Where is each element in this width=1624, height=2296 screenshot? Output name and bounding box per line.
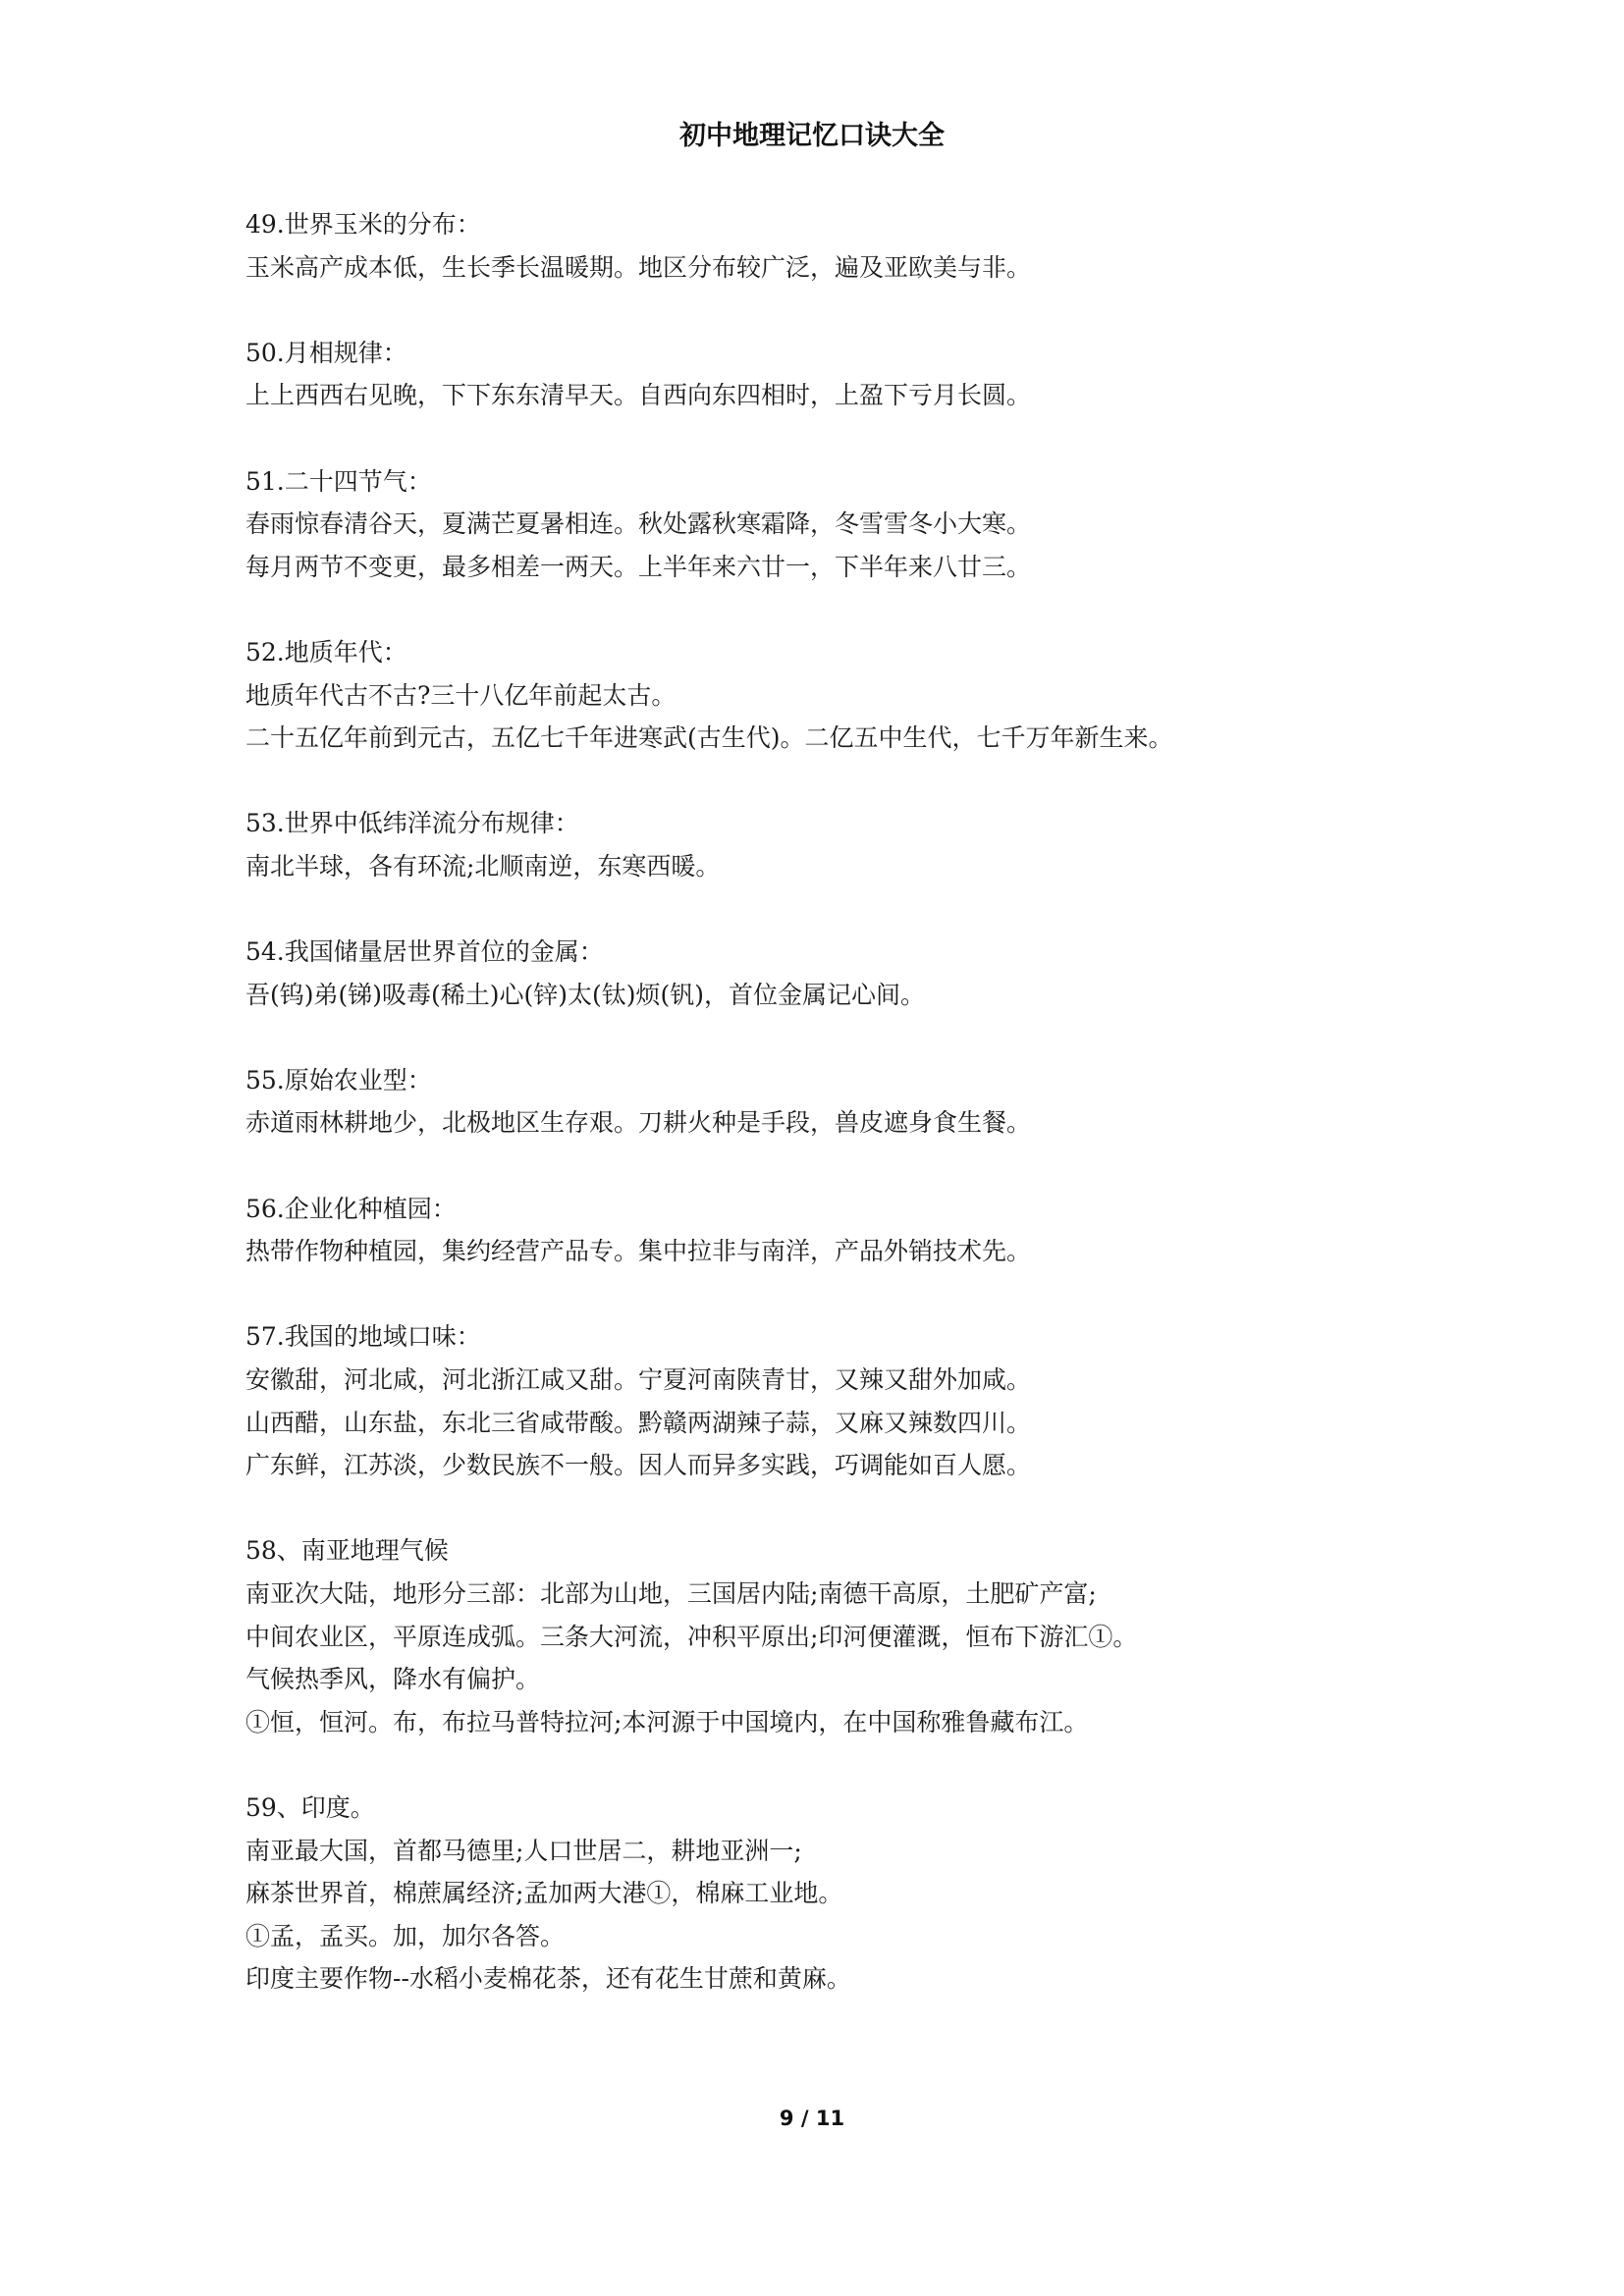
section-line: 南亚次大陆，地形分三部：北部为山地，三国居内陆;南德干高原，土肥矿产富; <box>245 1579 1097 1608</box>
section-49 <box>245 203 1424 289</box>
section-heading: 57.我国的地域口味： <box>245 1322 481 1352</box>
section-line: 山西醋，山东盐，东北三省咸带酸。黔赣两湖辣子蒜，又麻又辣数四川。 <box>245 1408 1032 1437</box>
section-line: ①孟，孟买。加，加尔各答。 <box>245 1921 566 1950</box>
section-line: 广东鲜，江苏淡，少数民族不一般。因人而异多实践，巧调能如百人愿。 <box>245 1451 1032 1480</box>
section-heading: 58、南亚地理气候 <box>245 1536 449 1566</box>
section-heading: 53.世界中低纬洋流分布规律： <box>245 809 579 838</box>
section-52 <box>245 631 1424 760</box>
section-line: 印度主要作物--水稻小麦棉花茶，还有花生甘蔗和黄麻。 <box>245 1964 851 1994</box>
section-heading: 49.世界玉米的分布： <box>245 210 481 239</box>
section-line: 地质年代古不古?三十八亿年前起太古。 <box>245 680 677 710</box>
section-line: 气候热季风，降水有偏护。 <box>245 1665 541 1694</box>
section-heading: 50.月相规律： <box>245 338 407 367</box>
section-line: 安徽甜，河北咸，河北浙江咸又甜。宁夏河南陕青甘，又辣又甜外加咸。 <box>245 1365 1032 1395</box>
section-58 <box>245 1529 1424 1743</box>
section-line: 赤道雨林耕地少，北极地区生存艰。刀耕火种是手段，兽皮遮身食生餐。 <box>245 1108 1032 1138</box>
section-heading: 55.原始农业型： <box>245 1065 432 1095</box>
section-heading: 52.地质年代： <box>245 637 407 667</box>
section-line: 上上西西右见晚，下下东东清早天。自西向东四相时，上盈下亏月长圆。 <box>245 381 1032 410</box>
section-line: 南北半球，各有环流;北顺南逆，东寒西暖。 <box>245 851 721 881</box>
section-56 <box>245 1188 1424 1273</box>
section-heading: 51.二十四节气： <box>245 466 432 496</box>
section-line: 中间农业区，平原连成弧。三条大河流，冲积平原出;印河便灌溉，恒布下游汇①。 <box>245 1622 1138 1651</box>
section-50 <box>245 332 1424 417</box>
section-heading: 59、印度。 <box>245 1792 375 1822</box>
section-line: 吾(钨)弟(锑)吸毒(稀土)心(锌)太(钛)烦(钒)，首位金属记心间。 <box>245 980 926 1009</box>
document-title: 初中地理记忆口诀大全 <box>679 121 945 151</box>
section-55 <box>245 1059 1424 1145</box>
section-line: 每月两节不变更，最多相差一两天。上半年来六廿一，下半年来八廿三。 <box>245 552 1032 581</box>
section-59 <box>245 1787 1424 2001</box>
section-51 <box>245 460 1424 589</box>
section-line: 玉米高产成本低，生长季长温暖期。地区分布较广泛，遍及亚欧美与非。 <box>245 252 1032 282</box>
section-line: 春雨惊春清谷天，夏满芒夏暑相连。秋处露秋寒霜降，冬雪雪冬小大寒。 <box>245 509 1032 539</box>
section-line: ①恒，恒河。布，布拉马普特拉河;本河源于中国境内，在中国称雅鲁藏布江。 <box>245 1707 1089 1736</box>
section-line: 热带作物种植园，集约经营产品专。集中拉非与南洋，产品外销技术先。 <box>245 1237 1032 1266</box>
section-54 <box>245 931 1424 1016</box>
section-heading: 56.企业化种植园： <box>245 1194 457 1223</box>
section-57 <box>245 1315 1424 1486</box>
section-53 <box>245 802 1424 887</box>
section-line: 二十五亿年前到元古，五亿七千年进寒武(古生代)。二亿五中生代，七千万年新生来。 <box>245 723 1173 753</box>
section-line: 南亚最大国，首都马德里;人口世居二，耕地亚洲一; <box>245 1836 802 1865</box>
section-line: 麻茶世界首，棉蔗属经济;孟加两大港①，棉麻工业地。 <box>245 1879 843 1908</box>
section-heading: 54.我国储量居世界首位的金属： <box>245 937 604 967</box>
page-indicator: 9 / 11 <box>779 2107 845 2130</box>
document-body <box>245 203 1424 2044</box>
